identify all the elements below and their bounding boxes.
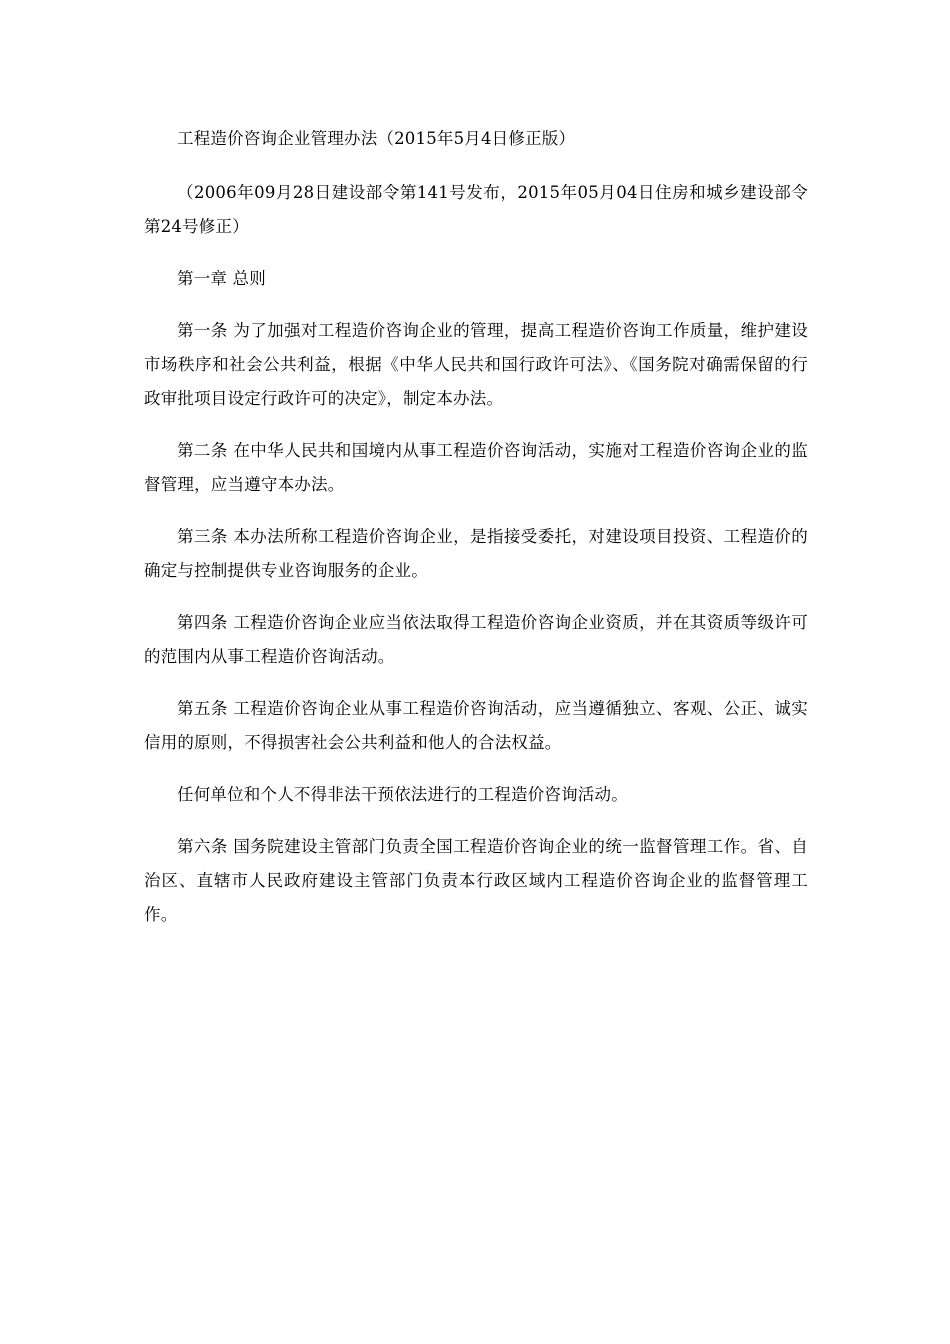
document-body: [144, 122, 808, 950]
article-5-supplement: 任何单位和个人不得非法干预依法进行的工程造价咨询活动。: [177, 785, 628, 804]
article-4: 第四条 工程造价咨询企业应当依法取得工程造价咨询企业资质，并在其资质等级许可的范围内从事工程造价咨询活动。: [144, 613, 808, 666]
article-1: 第一条 为了加强对工程造价咨询企业的管理，提高工程造价咨询工作质量，维护建设市场秩序和社会公共利益，根据《中华人民共和国行政许可法》、《国务院对确需保留的行政审批项目设定行政许可的决定》，制定本办法。: [144, 321, 808, 408]
article-3: 第三条 本办法所称工程造价咨询企业，是指接受委托，对建设项目投资、工程造价的确定与控制提供专业咨询服务的企业。: [144, 527, 808, 580]
document-note: （2006年09月28日建设部令第141号发布，2015年05月04日住房和城乡建设部令第24号修正）: [144, 183, 808, 236]
article-2: 第二条 在中华人民共和国境内从事工程造价咨询活动，实施对工程造价咨询企业的监督管理，应当遵守本办法。: [144, 441, 808, 494]
document-title: 工程造价咨询企业管理办法（2015年5月4日修正版）: [177, 129, 576, 148]
chapter-heading: 第一章 总则: [177, 269, 266, 288]
article-6: 第六条 国务院建设主管部门负责全国工程造价咨询企业的统一监督管理工作。省、自治区、直辖市人民政府建设主管部门负责本行政区域内工程造价咨询企业的监督管理工作。: [144, 837, 808, 924]
article-5: 第五条 工程造价咨询企业从事工程造价咨询活动，应当遵循独立、客观、公正、诚实信用的原则，不得损害社会公共利益和他人的合法权益。: [144, 699, 808, 752]
